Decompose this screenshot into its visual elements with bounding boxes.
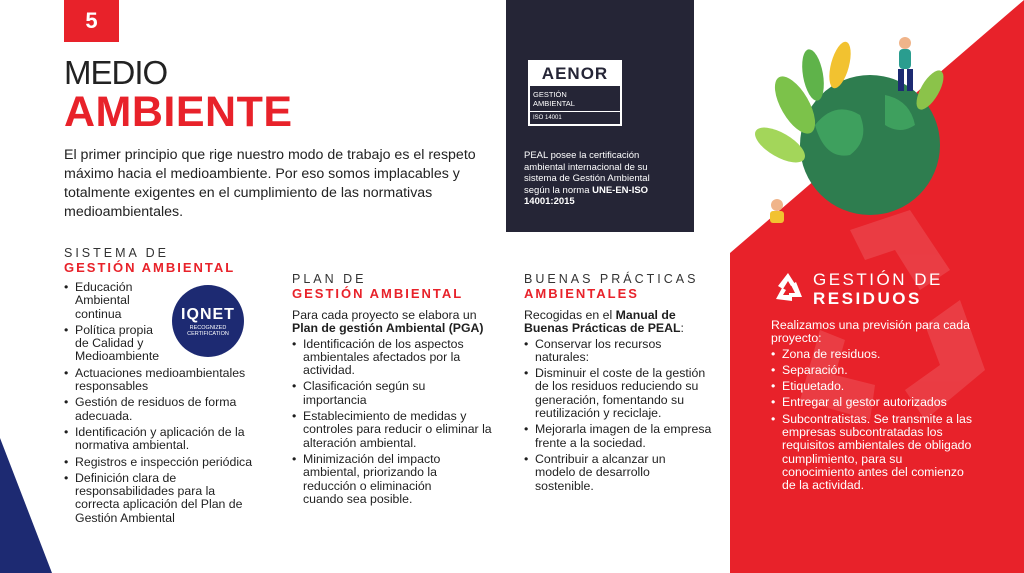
list-item: • Etiquetado. — [771, 380, 971, 393]
plan-lead-start: Para cada proyecto se elabora un — [292, 308, 477, 322]
aenor-text-bold: UNE-EN-ISO 14001:2015 — [524, 184, 649, 207]
buenas-subtitle: BUENAS PRÁCTICAS — [524, 272, 699, 286]
aenor-line1: GESTIÓN — [533, 90, 567, 99]
intro-paragraph: El primer principio que rige nuestro modo de trabajo es el respeto máximo hacia el medioambiente. Por eso somos implacables y totalmente exigentes en el cumplimiento de las normativas medioambientales. — [64, 147, 476, 220]
plan-section — [292, 272, 492, 509]
list-item: • Mejorarla imagen de la empresa frente a la sociedad. — [524, 423, 719, 450]
list-item: • Subcontratistas. Se transmite a las empresas subcontratadas los requisitos ambientales de obligado cumplimiento, para su conocimiento antes del comienzo de la actividad. — [771, 413, 972, 493]
globe-illustration — [755, 35, 955, 225]
list-item: • Minimización del impacto ambiental, priorizando la reducción o eliminación cuando sea posible. — [292, 453, 475, 506]
sistema-section — [64, 246, 264, 528]
buenas-title: AMBIENTALES — [524, 286, 639, 301]
aenor-logo — [528, 60, 622, 126]
blue-corner — [0, 438, 60, 573]
list-item: • Actuaciones medioambientales responsables — [64, 367, 264, 394]
buenas-lead-start: Recogidas en el — [524, 308, 616, 322]
sistema-title: GESTIÓN AMBIENTAL — [64, 260, 236, 275]
iqnet-sub: RECOGNIZED CERTIFICATION — [187, 324, 229, 337]
aenor-logo-code: ISO 14001 — [533, 115, 562, 121]
residuos-header — [771, 270, 943, 309]
list-item: • Separación. — [771, 364, 971, 377]
plan-lead-bold: Plan de gestión Ambiental (PGA) — [292, 321, 484, 336]
iqnet-logo — [172, 285, 244, 357]
residuos-title: RESIDUOS — [813, 289, 922, 308]
buenas-lead — [524, 309, 719, 336]
list-item: • Registros e inspección periódica — [64, 456, 264, 469]
aenor-logo-label — [530, 86, 620, 112]
page-title-line2: AMBIENTE — [64, 88, 293, 136]
list-item: • Gestión de residuos de forma adecuada. — [64, 396, 255, 423]
aenor-text — [524, 150, 664, 208]
aenor-text-start: PEAL posee la certificación ambiental internacional de su sistema de Gestión Ambiental según la norma — [524, 150, 650, 196]
recycle-icon — [771, 271, 805, 305]
aenor-logo-word: AENOR — [530, 62, 620, 86]
list-item: • Disminuir el coste de la gestión de los residuos reduciendo su generación, fomentando su reutilización y reciclaje. — [524, 367, 719, 420]
list-item: • Identificación de los aspectos ambientales afectados por la actividad. — [292, 338, 492, 378]
sistema-subtitle: SISTEMA DE — [64, 246, 170, 260]
page-number-badge: 5 — [64, 0, 119, 42]
plan-subtitle: PLAN DE — [292, 272, 367, 286]
plan-lead — [292, 309, 492, 336]
list-item: • Contribuir a alcanzar un modelo de desarrollo sostenible. — [524, 453, 695, 493]
list-item: • Clasificación según su importancia — [292, 380, 453, 407]
plan-title: GESTIÓN AMBIENTAL — [292, 286, 464, 301]
buenas-list — [524, 338, 719, 493]
aenor-line2: AMBIENTAL — [533, 99, 575, 108]
list-item: • Definición clara de responsabilidades para la correcta aplicación del Plan de Gestión Ambiental — [64, 472, 260, 525]
buenas-lead-end: : — [680, 321, 684, 336]
iqnet-word: IQNET — [181, 305, 235, 323]
page-title-line1: MEDIO — [64, 54, 168, 91]
list-item: • Política propia de Calidad y Medioambiente — [64, 324, 170, 364]
list-item: • Educación Ambiental continua — [64, 281, 153, 321]
list-item: • Zona de residuos. — [771, 348, 971, 361]
residuos-lead: Realizamos una previsión para cada proyecto: — [771, 318, 970, 346]
list-item: • Identificación y aplicación de la normativa ambiental. — [64, 426, 270, 453]
list-item: • Conservar los recursos naturales: — [524, 338, 675, 365]
residuos-list — [771, 348, 971, 493]
residuos-subtitle: GESTIÓN DE — [813, 270, 943, 289]
list-item: • Establecimiento de medidas y controles para reducir o eliminar la alteración ambiental. — [292, 410, 492, 450]
buenas-section — [524, 272, 719, 496]
list-item: • Entregar al gestor autorizados — [771, 396, 971, 409]
residuos-body — [771, 319, 971, 496]
plan-list — [292, 338, 492, 507]
buenas-lead-bold: Manual de Buenas Prácticas de PEAL — [524, 308, 681, 336]
